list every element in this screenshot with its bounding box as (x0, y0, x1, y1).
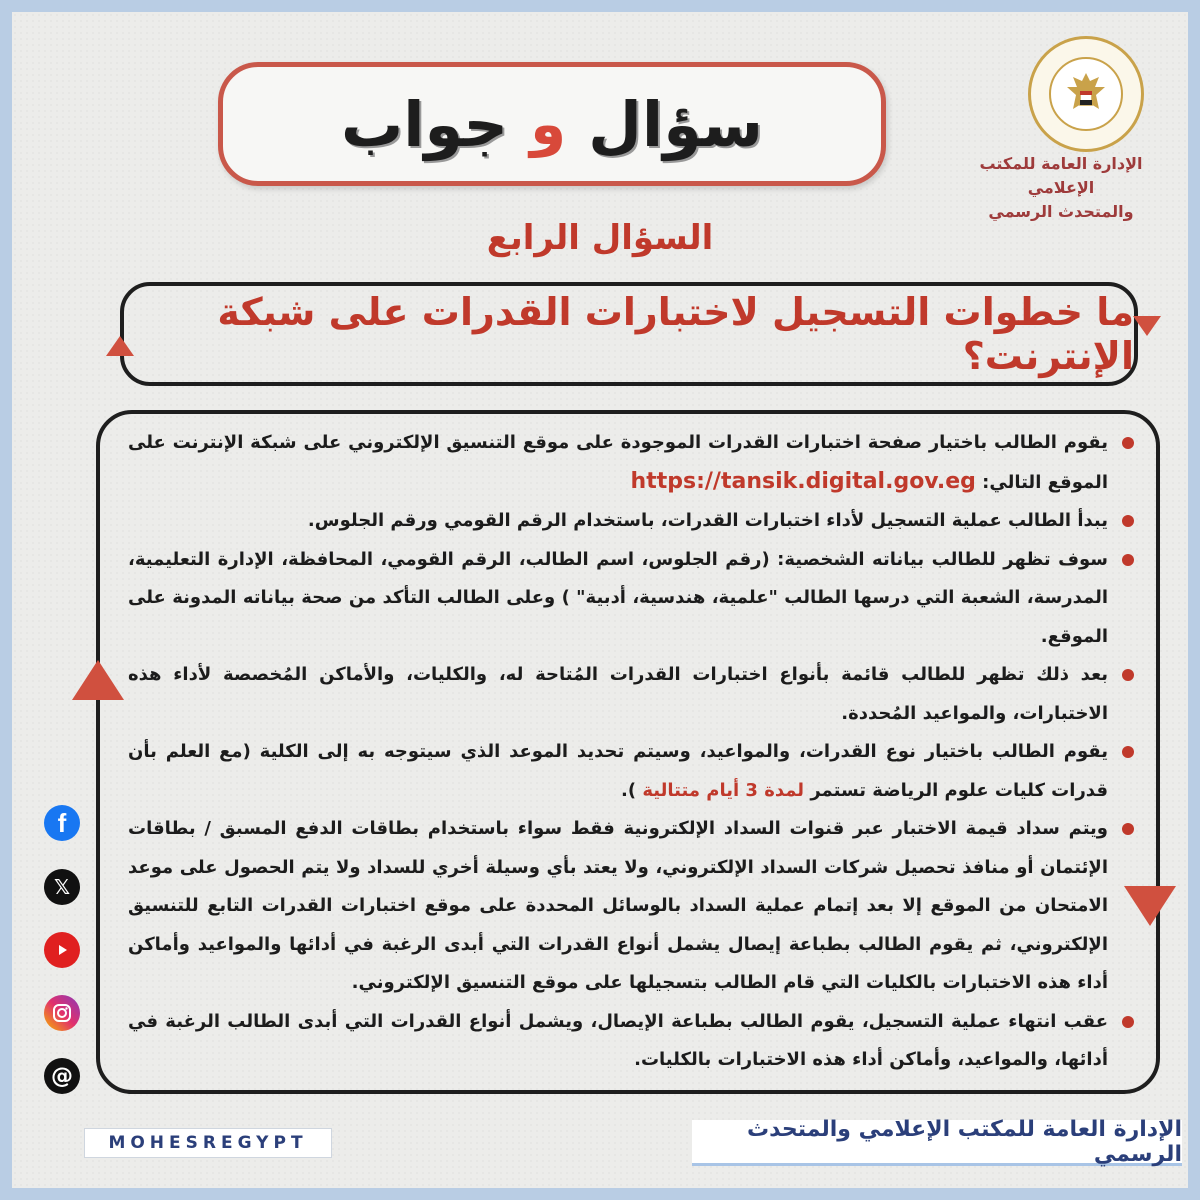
answer-item-2: يبدأ الطالب عملية التسجيل لأداء اختبارات القدرات، باستخدام الرقم القومي ورقم الجلوس. (128, 502, 1134, 541)
triangle-up-decoration (106, 336, 134, 356)
answer-item-4: بعد ذلك تظهر للطالب قائمة بأنواع اختبارات القدرات المُتاحة له، والكليات، والأماكن المُخصصة لأداء هذه الاختبارات، والمواعيد المُحددة. (128, 656, 1134, 733)
duration-highlight: لمدة 3 أيام متتالية (642, 779, 805, 801)
office-name (946, 152, 1176, 224)
instagram-icon[interactable] (44, 995, 80, 1031)
answer-list (128, 424, 1134, 1080)
office-name-line1: الإدارة العامة للمكتب الإعلامي (979, 154, 1143, 197)
title-answer-word: جواب (340, 87, 509, 161)
eagle-icon (1063, 69, 1109, 119)
answer-item-6: ويتم سداد قيمة الاختبار عبر قنوات السداد الإلكترونية فقط سواء باستخدام بطاقات الدفع المسبق / بطاقات الإئتمان أو منافذ تحصيل شركات السداد الإلكتروني، ولا يعتد بأي وسيلة أخري للسداد ولا يتم الحصول على موعد الامتحان من الموقع إلا بعد إتمام عملية السداد بالوسائل المحددة على موقع اختبارات القدرات التابع للتنسيق الإلكتروني، ثم يقوم الطالب بطباعة إيصال يشمل أنواع القدرات التي أبدى الرغبة في أدائها والمواعيد وأماكن أداء هذه الاختبارات بالكليات التي قام الطالب بتسجيلها على موقع التنسيق الإلكتروني. (128, 810, 1134, 1003)
ministry-seal-logo (1028, 36, 1144, 152)
footer-handle: MOHESREGYPT (84, 1128, 332, 1158)
answer-item-5: يقوم الطالب باختيار نوع القدرات، والمواعيد، وسيتم تحديد الموعد الذي سيتوجه به إلى الكلية (مع العلم بأن قدرات كليات علوم الرياضة تستمر لمدة 3 أيام متتالية ). (128, 733, 1134, 810)
triangle-down-decoration (1133, 316, 1161, 336)
title-banner (218, 62, 886, 186)
tansik-link[interactable]: https://tansik.digital.gov.eg (630, 468, 976, 494)
office-name-line2: والمتحدث الرسمي (988, 202, 1134, 221)
title-question-word: سؤال (588, 87, 764, 161)
title-conjunction: و (530, 90, 567, 158)
question-text: ما خطوات التسجيل لاختبارات القدرات على شبكة الإنترنت؟ (217, 290, 1134, 378)
question-number: السؤال الرابع (486, 218, 714, 258)
answer-item-3: سوف تظهر للطالب بياناته الشخصية: (رقم الجلوس، اسم الطالب، الرقم القومي، المحافظة، الإدارة التعليمية، المدرسة، الشعبة التي درسها الطالب "علمية، هندسية، أدبية" ) وعلى الطالب التأكد من صحة بياناته المدونة على الموقع. (128, 541, 1134, 657)
facebook-icon[interactable]: f (44, 805, 80, 841)
youtube-icon[interactable] (44, 932, 80, 968)
triangle-up-large-decoration (72, 660, 124, 700)
footer-office-name: الإدارة العامة للمكتب الإعلامي والمتحدث الرسمي (692, 1120, 1182, 1166)
answer-item-7: عقب انتهاء عملية التسجيل، يقوم الطالب بطباعة الإيصال، ويشمل أنواع القدرات التي أبدى الطالب الرغبة في أدائها، والمواعيد، وأماكن أداء هذه الاختبارات بالكليات. (128, 1003, 1134, 1080)
answer-item-1: يقوم الطالب باختيار صفحة اختبارات القدرات الموجودة على موقع التنسيق الإلكتروني على شبكة الإنترنت على الموقع التالي: https://tansik.digital.gov.eg (128, 424, 1134, 502)
x-twitter-icon[interactable]: 𝕏 (44, 869, 80, 905)
threads-icon[interactable]: @ (44, 1058, 80, 1094)
question-box (120, 282, 1138, 386)
